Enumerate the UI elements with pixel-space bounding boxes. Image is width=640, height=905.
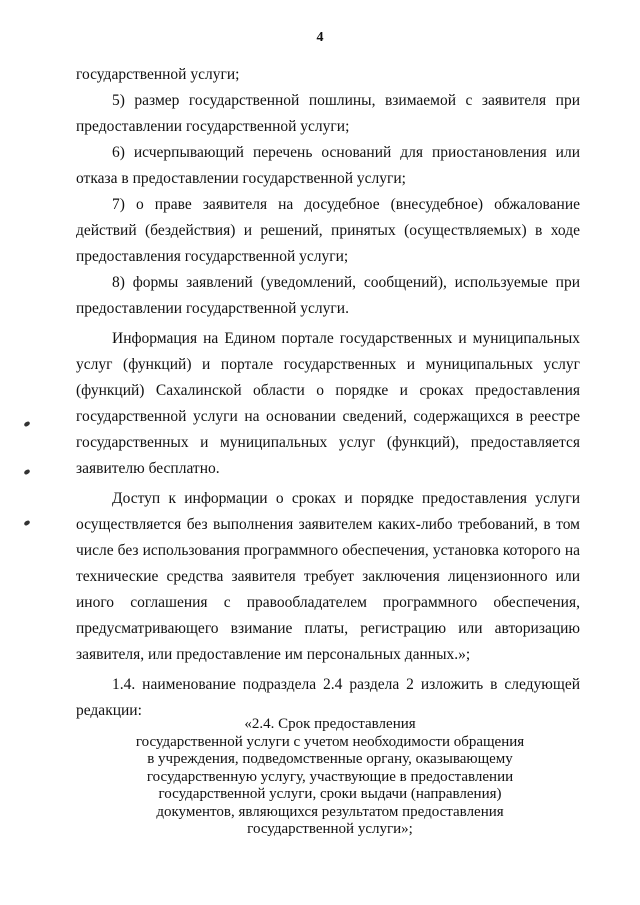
margin-mark — [23, 421, 30, 427]
text-line: (функций) Сахалинской области о порядке и сроках предоставления — [76, 382, 580, 399]
text-line: редакции: — [76, 702, 142, 719]
text-line: предоставлении государственной услуги; — [76, 118, 350, 135]
text-line: технические средства заявителя требует заключения лицензионного или — [76, 568, 580, 585]
text-line: иного соглашения с правообладателем программного обеспечения, — [76, 594, 580, 611]
text-line: государственных и муниципальных услуг (функций), предоставляется — [76, 434, 580, 451]
text-line: 5) размер государственной пошлины, взимаемой с заявителя при — [112, 92, 580, 109]
text-line: заявителю бесплатно. — [76, 460, 220, 477]
text-line: 6) исчерпывающий перечень оснований для приостановления или — [112, 144, 580, 161]
margin-mark — [23, 469, 30, 475]
subsection-heading — [100, 716, 560, 839]
text-line: действий (бездействия) и решений, принятых (осуществляемых) в ходе — [76, 222, 580, 239]
heading-line: «2.4. Срок предоставления — [244, 716, 416, 732]
text-line: государственной услуги; — [76, 66, 240, 83]
heading-line: документов, являющихся результатом предоставления — [156, 803, 504, 820]
text-line: услуг (функций) и портале государственных и муниципальных услуг — [76, 356, 580, 373]
margin-mark — [23, 520, 30, 526]
text-line: предоставлении государственной услуги. — [76, 300, 349, 317]
text-line: отказа в предоставлении государственной услуги; — [76, 170, 406, 187]
text-line: осуществляется без выполнения заявителем каких-либо требований, в том — [76, 516, 580, 533]
heading-line: государственной услуги»; — [247, 821, 413, 837]
text-line: 8) формы заявлений (уведомлений, сообщений), используемые при — [112, 274, 580, 291]
text-line: 1.4. наименование подраздела 2.4 раздела 2 изложить в следующей — [112, 676, 580, 693]
text-line: предоставления государственной услуги; — [76, 248, 349, 265]
heading-line: государственной услуги с учетом необходимости обращения — [135, 733, 525, 750]
heading-line: в учреждения, подведомственные органу, оказывающему — [147, 751, 513, 767]
page-number: 4 — [316, 30, 324, 45]
text-line: государственной услуги на основании сведений, содержащихся в реестре — [76, 408, 580, 425]
text-line: Информация на Едином портале государственных и муниципальных — [112, 330, 580, 347]
text-line: 7) о праве заявителя на досудебное (внесудебное) обжалование — [112, 196, 580, 213]
text-line: предусматривающего взимание платы, регистрацию или авторизацию — [76, 620, 580, 637]
text-line: заявителя, или предоставление им персональных данных.»; — [76, 646, 471, 663]
document-body — [76, 62, 580, 724]
text-line: Доступ к информации о сроках и порядке предоставления услуги — [112, 490, 580, 507]
heading-line: государственную услугу, участвующие в предоставлении — [146, 768, 514, 785]
heading-line: государственной услуги, сроки выдачи (направления) — [158, 786, 502, 802]
text-line: числе без использования программного обеспечения, установка которого на — [76, 542, 580, 559]
